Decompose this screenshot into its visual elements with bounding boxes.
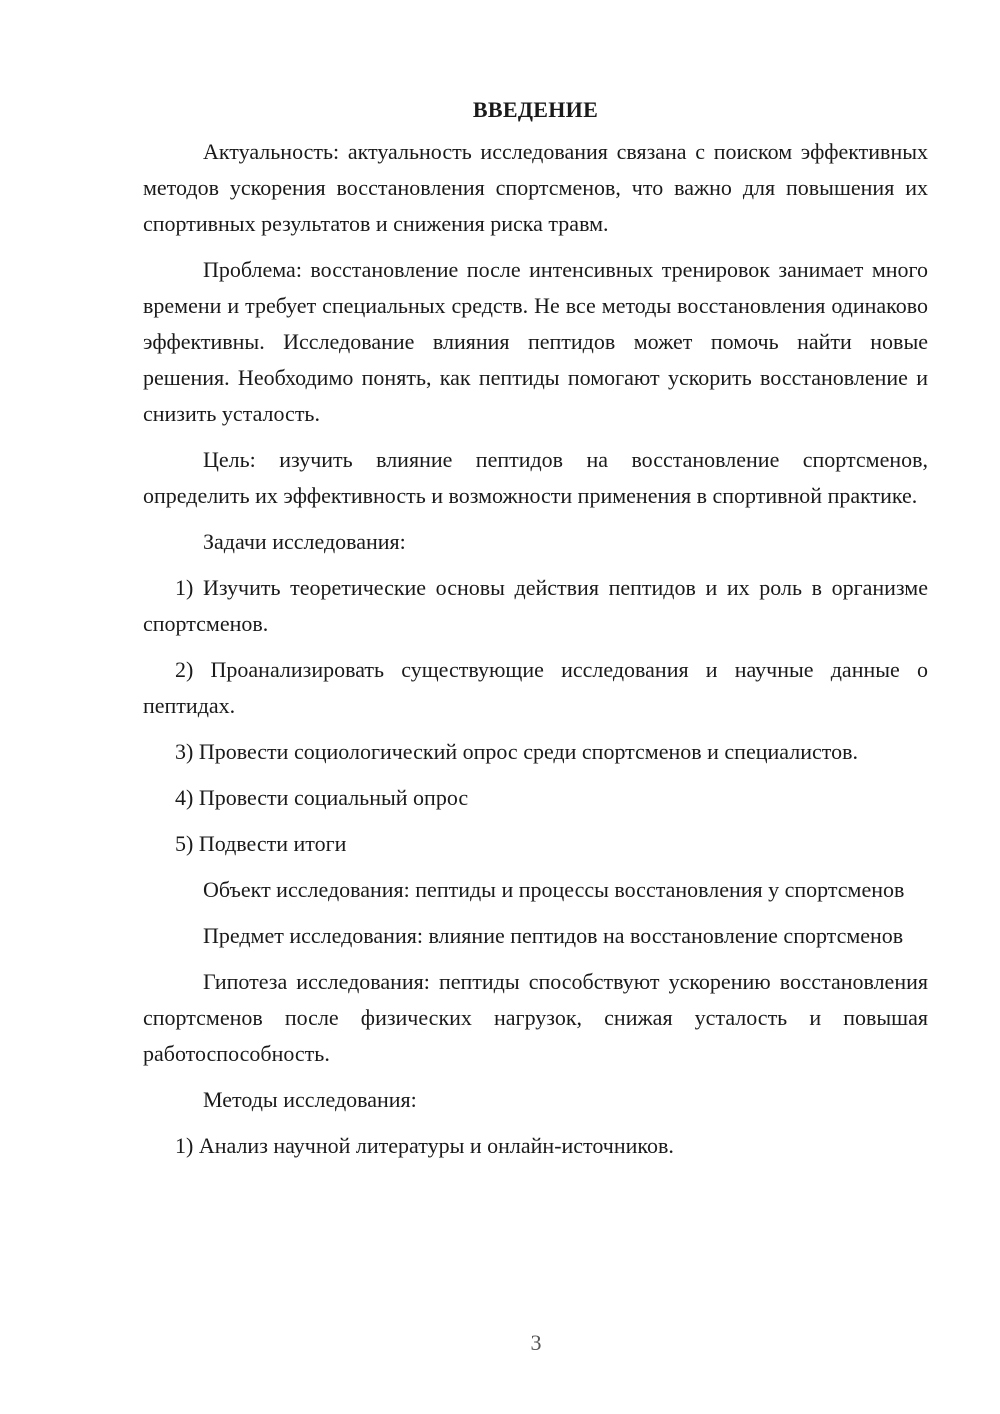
tasks-label: Задачи исследования: [203,529,406,554]
problem-paragraph: Проблема: восстановление после интенсивных тренировок занимает много времени и требует специальных средств. Не все методы восстановления одинаково эффективны. Исследование влияния пептидов может помочь найти новые решения. Необходимо понять, как пептиды помогают ускорить восстановление и снизить усталость. [143,257,928,426]
object-paragraph: Объект исследования: пептиды и процессы восстановления у спортсменов [203,877,905,902]
task-item-2: 2) Проанализировать существующие исследования и научные данные о пептидах. [143,657,928,718]
subject-paragraph: Предмет исследования: влияние пептидов на восстановление спортсменов [203,923,904,948]
relevance-paragraph: Актуальность: актуальность исследования связана с поиском эффективных методов ускорения восстановления спортсменов, что важно для повышения их спортивных результатов и снижения риска травм. [143,139,928,236]
method-item-1: 1) Анализ научной литературы и онлайн-источников. [175,1133,674,1158]
task-item-5: 5) Подвести итоги [175,831,347,856]
task-item-3: 3) Провести социологический опрос среди спортсменов и специалистов. [175,739,858,764]
hypothesis-paragraph: Гипотеза исследования: пептиды способствуют ускорению восстановления спортсменов после физических нагрузок, снижая усталость и повышая работоспособность. [143,969,928,1066]
task-item-1: 1) Изучить теоретические основы действия пептидов и их роль в организме спортсменов. [143,575,928,636]
task-item-4: 4) Провести социальный опрос [175,785,469,810]
goal-paragraph: Цель: изучить влияние пептидов на восстановление спортсменов, определить их эффективность и возможности применения в спортивной практике. [143,447,928,508]
page-number: 3 [530,1330,542,1355]
document-page [143,92,928,1174]
methods-label: Методы исследования: [203,1087,417,1112]
page-title: ВВЕДЕНИЕ [472,97,599,122]
